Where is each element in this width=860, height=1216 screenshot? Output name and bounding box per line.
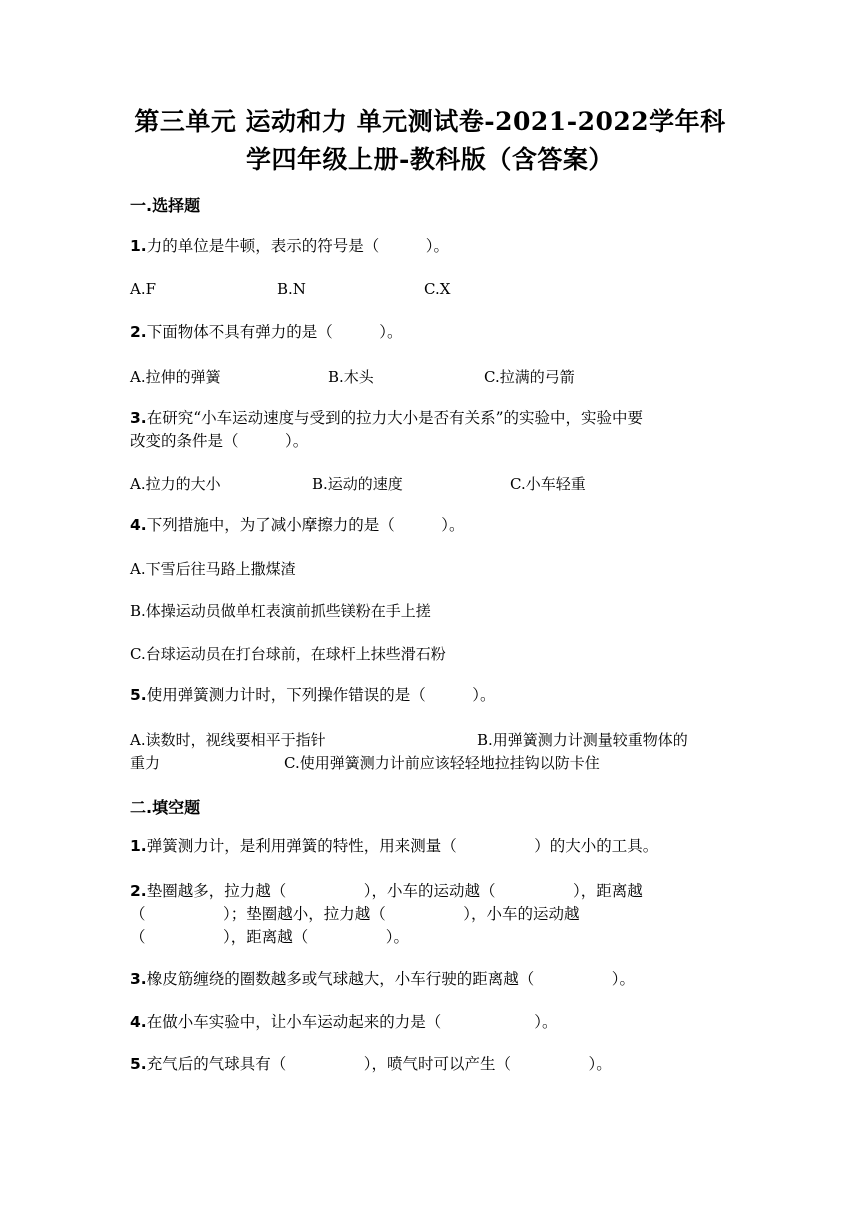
question-number: 2. bbox=[130, 323, 147, 341]
question-number: 4. bbox=[130, 1013, 147, 1031]
option-a: A.F bbox=[130, 280, 157, 298]
option-c: C.小车轻重 bbox=[510, 475, 586, 493]
section-fill-heading: 二.填空题 bbox=[130, 798, 201, 817]
question-text: 下面物体不具有弹力的是（ ）。 bbox=[146, 323, 403, 341]
choice-question-2 bbox=[130, 321, 730, 343]
choice-question-4 bbox=[130, 514, 730, 536]
fill-question-2-line3: （ ），距离越（ ）。 bbox=[130, 928, 410, 946]
question-number: 3. bbox=[130, 409, 147, 427]
fill-question-3 bbox=[130, 968, 730, 990]
option-b-continued: 重力 bbox=[130, 754, 161, 772]
option-b: B.N bbox=[277, 280, 306, 298]
question-text-line1: 在研究“小车运动速度与受到的拉力大小是否有关系”的实验中，实验中要 bbox=[146, 409, 644, 427]
choice-question-3 bbox=[130, 407, 730, 429]
question-number: 3. bbox=[130, 970, 147, 988]
question-text-line1: 垫圈越多，拉力越（ ），小车的运动越（ ），距离越 bbox=[146, 882, 643, 900]
question-text: 在做小车实验中，让小车运动起来的力是（ ）。 bbox=[146, 1013, 558, 1031]
option-a: A.拉力的大小 bbox=[130, 475, 221, 493]
question-number: 5. bbox=[130, 1055, 147, 1073]
option-a: A.读数时，视线要相平于指针 bbox=[130, 731, 326, 749]
option-c: C.X bbox=[424, 280, 451, 298]
option-b: B.体操运动员做单杠表演前抓些镁粉在手上搓 bbox=[130, 602, 431, 620]
question-text: 力的单位是牛顿，表示的符号是（ ）。 bbox=[146, 237, 449, 255]
option-c: C.使用弹簧测力计前应该轻轻地拉挂钩以防卡住 bbox=[284, 754, 600, 772]
option-b: B.木头 bbox=[328, 368, 374, 386]
question-number: 2. bbox=[130, 882, 147, 900]
fill-question-1 bbox=[130, 835, 730, 857]
choice-question-3-line2: 改变的条件是（ ）。 bbox=[130, 432, 309, 450]
option-b: B.运动的速度 bbox=[312, 475, 403, 493]
question-text: 下列措施中，为了减小摩擦力的是（ ）。 bbox=[146, 516, 465, 534]
question-text: 橡皮筋缠绕的圈数越多或气球越大，小车行驶的距离越（ ）。 bbox=[146, 970, 635, 988]
fill-question-4 bbox=[130, 1011, 730, 1033]
option-b: B.用弹簧测力计测量较重物体的 bbox=[477, 731, 688, 749]
question-text: 使用弹簧测力计时，下列操作错误的是（ ）。 bbox=[146, 686, 496, 704]
option-a: A.下雪后往马路上撒煤渣 bbox=[130, 560, 296, 578]
question-number: 5. bbox=[130, 686, 147, 704]
question-number: 4. bbox=[130, 516, 147, 534]
section-choice-heading: 一.选择题 bbox=[130, 196, 201, 215]
option-a: A.拉伸的弹簧 bbox=[130, 368, 221, 386]
fill-question-2-line2: （ ）；垫圈越小，拉力越（ ），小车的运动越 bbox=[130, 905, 580, 923]
option-c: C.拉满的弓箭 bbox=[484, 368, 575, 386]
question-text: 弹簧测力计，是利用弹簧的特性，用来测量（ ）的大小的工具。 bbox=[146, 837, 659, 855]
question-number: 1. bbox=[130, 237, 147, 255]
question-text: 充气后的气球具有（ ），喷气时可以产生（ ）。 bbox=[146, 1055, 612, 1073]
question-number: 1. bbox=[130, 837, 147, 855]
fill-question-2 bbox=[130, 880, 730, 902]
fill-question-5 bbox=[130, 1053, 730, 1075]
choice-question-5 bbox=[130, 684, 730, 706]
page-title-line2: 学四年级上册-教科版（含答案） bbox=[246, 145, 614, 174]
choice-question-1 bbox=[130, 235, 730, 257]
page-title-line1: 第三单元 运动和力 单元测试卷-2021-2022学年科 bbox=[134, 107, 726, 136]
option-c: C.台球运动员在打台球前，在球杆上抹些滑石粉 bbox=[130, 645, 446, 663]
